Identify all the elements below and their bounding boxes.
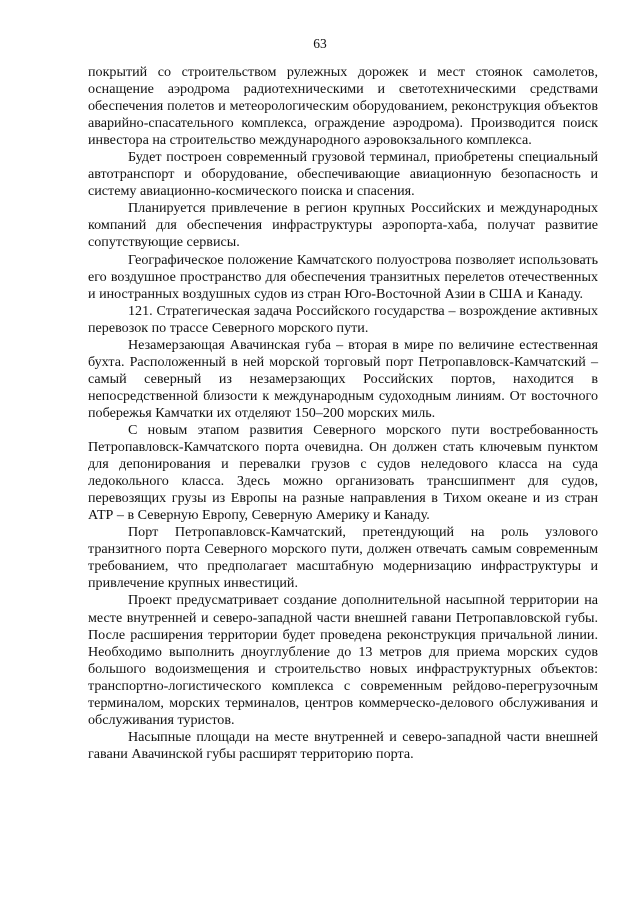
paragraph-continued: покрытий со строительством рулежных дорожек и мест стоянок самолетов, оснащение аэродрома радиотехническими и светотехническими средствами обеспечения полетов и метеорологическим оборудованием, реконструкция объектов аварийно-спасательного комплекса, ограждение аэродрома). Производится поиск инвестора на строительство международного аэровокзального комплекса. [88, 64, 598, 149]
paragraph: Незамерзающая Авачинская губа – вторая в мире по величине естественная бухта. Расположенный в ней морской торговый порт Петропавловск-Камчатский – самый северный из незамерзающих Российских портов, находится в непосредственной близости к международным судоходным линиям. От восточного побережья Камчатки их отделяют 150–200 морских миль. [88, 336, 598, 421]
paragraph: Будет построен современный грузовой терминал, приобретены специальный автотранспорт и оборудование, обеспечивающие авиационную безопасность и систему авиационно-космического поиска и спасения. [88, 149, 598, 200]
numbered-paragraph-121: 121. Стратегическая задача Российского государства – возрождение активных перевозок по трассе Северного морского пути. [88, 302, 598, 336]
paragraph: Насыпные площади на месте внутренней и северо-западной части внешней гавани Авачинской губы расширят территорию порта. [88, 728, 598, 762]
page-number: 63 [313, 36, 327, 51]
paragraph: Планируется привлечение в регион крупных Российских и международных компаний для обеспечения инфраструктуры аэропорта-хаба, получат развитие сопутствующие сервисы. [88, 200, 598, 251]
paragraph: Проект предусматривает создание дополнительной насыпной территории на месте внутренней и северо-западной части внешней гавани Петропавловской губы. После расширения территории будет проведена реконструкция причальной линии. Необходимо выполнить дноуглубление до 13 метров для приема морских судов большого водоизмещения и строительство новых инфраструктурных объектов: транспортно-логистического комплекса с современным рейдово-перегрузочным терминалом, морских терминалов, центров коммерческо-делового обслуживания и обслуживания туристов. [88, 592, 598, 728]
paragraph: Географическое положение Камчатского полуострова позволяет использовать его воздушное пространство для обеспечения транзитных перелетов отечественных и иностранных воздушных судов из стран Юго-Восточной Азии в США и Канаду. [88, 251, 598, 302]
paragraph: Порт Петропавловск-Камчатский, претендующий на роль узлового транзитного порта Северного морского пути, должен отвечать самым современным требованием, что предполагает масштабную модернизацию инфраструктуры и привлечение крупных инвестиций. [88, 524, 598, 592]
paragraph: С новым этапом развития Северного морского пути востребованность Петропавловск-Камчатского порта очевидна. Он должен стать ключевым пунктом для депонирования и перевалки грузов с судов неледового класса на суда ледокольного класса. Здесь можно организовать трансшипмент для судов, перевозящих грузы из Европы на разные направления в Тихом океане и из стран АТР – в Северную Европу, Северную Америку и Канаду. [88, 421, 598, 524]
document-body [88, 64, 598, 763]
